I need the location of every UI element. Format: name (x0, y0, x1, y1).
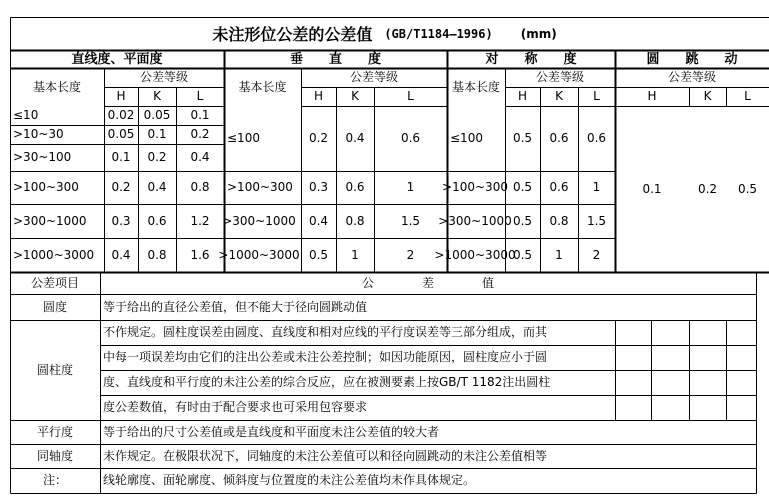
straightness-value: 0.8 (190, 180, 210, 194)
group-header-runout: 圆 跳 动 (646, 52, 738, 67)
straightness-value: 0.2 (111, 180, 131, 194)
perpendicularity-value: 2 (406, 247, 415, 262)
perpendicularity-value: 0.6 (345, 180, 365, 194)
runout-value-k: 0.2 (697, 181, 718, 196)
lower-item-coaxiality: 同轴度 (36, 448, 73, 463)
symmetry-value: 0.6 (586, 131, 607, 145)
symmetry-value: 2 (592, 247, 601, 262)
straightness-length: >1000~3000 (13, 247, 95, 262)
perpendicularity-length: >100~300 (227, 180, 293, 194)
runout-value-h: 0.1 (642, 181, 662, 196)
grade-k-4: K (703, 89, 712, 103)
grade-l-4: L (744, 89, 751, 103)
grade-label-1: 公差等级 (139, 70, 188, 84)
symmetry-value: 0.5 (512, 131, 533, 145)
grade-k-2: K (351, 89, 359, 103)
straightness-value: 0.3 (111, 213, 131, 228)
straightness-value: 0.1 (190, 108, 210, 122)
lower-header-value: 公 差 值 (361, 275, 494, 290)
symmetry-length: ≤100 (450, 131, 483, 145)
lower-text-note: 线轮廓度、面轮廓度、倾斜度与位置度的未注公差值均未作具体规定。 (103, 473, 476, 487)
grade-h-4: H (647, 89, 657, 103)
lower-item-note: 注： (42, 473, 67, 487)
perpendicularity-value: 1 (351, 247, 359, 262)
symmetry-value: 1 (555, 247, 563, 262)
lower-text-cylindricity-line: 度、直线度和平行度的未注公差的综合反应，应在被测要素上按GB/T 1182注出圆柱 (103, 375, 551, 389)
perpendicularity-value: 0.4 (345, 131, 365, 145)
straightness-value: 0.2 (147, 150, 167, 164)
straightness-value: 0.1 (147, 127, 167, 141)
symmetry-value: 0.8 (549, 213, 569, 228)
lower-text-cylindricity-line: 中每一项误差均由它们的注出公差或未注公差控制；如因功能原因，圆柱度应小于圆 (103, 350, 548, 364)
lower-item-cylindricity: 圆柱度 (36, 362, 73, 377)
lower-text-cylindricity-line: 度公差数值，有时由于配合要求也可采用包容要求 (103, 400, 368, 414)
symmetry-value: 0.6 (549, 131, 569, 145)
symmetry-value: 0.5 (512, 213, 533, 228)
perpendicularity-length: >1000~3000 (218, 247, 300, 262)
straightness-value: 0.4 (111, 247, 131, 262)
symmetry-value: 1 (592, 180, 601, 194)
symmetry-value: 1.5 (586, 213, 607, 228)
straightness-length: >30~100 (13, 150, 72, 164)
straightness-value: 0.05 (143, 108, 171, 122)
grade-h-3: H (517, 89, 528, 103)
perpendicularity-value: 0.2 (308, 131, 329, 145)
grade-label-4: 公差等级 (667, 70, 716, 84)
lower-text-cylindricity-line: 不作规定。圆柱度误差由圆度、直线度和相对应线的平行度误差等三部分组成，而其 (103, 325, 548, 339)
group-header-symmetry: 对 称 度 (485, 52, 577, 67)
title-unit: (mm) (520, 26, 557, 41)
grade-l-3: L (593, 89, 600, 103)
straightness-value: 0.05 (107, 127, 135, 141)
symmetry-value: 0.6 (549, 180, 569, 194)
grade-k-3: K (555, 89, 563, 103)
perpendicularity-value: 1.5 (400, 213, 421, 228)
base-length-label-1: 基本长度 (32, 79, 81, 94)
title-standard: (GB/T1184—1996) (384, 26, 493, 41)
grade-label-2: 公差等级 (349, 70, 398, 84)
perpendicularity-value: 1 (406, 180, 415, 194)
grade-l-2: L (407, 89, 414, 103)
straightness-value: 1.6 (190, 247, 210, 262)
straightness-length: >100~300 (13, 180, 79, 194)
base-length-label-2: 基本长度 (238, 79, 287, 94)
straightness-length: >300~1000 (13, 213, 87, 228)
grade-l-1: L (196, 89, 204, 103)
lower-item-roundness: 圆度 (42, 299, 67, 314)
perpendicularity-value: 0.6 (400, 131, 421, 145)
straightness-value: 1.2 (190, 213, 210, 228)
grade-k-1: K (153, 89, 161, 103)
perpendicularity-value: 0.4 (308, 213, 329, 228)
perpendicularity-value: 0.3 (308, 180, 329, 194)
perpendicularity-length: ≤100 (227, 131, 260, 145)
grade-h-2: H (313, 89, 324, 103)
lower-text-coaxiality: 未作规定。在极限状况下，同轴度的未注公差值可以和径向圆跳动的未注公差值相等 (103, 448, 548, 463)
runout-value-l: 0.5 (737, 181, 758, 196)
grade-h-1: H (116, 89, 126, 103)
straightness-value: 0.8 (147, 247, 167, 262)
group-header-perpendicularity: 垂 直 度 (289, 52, 381, 67)
straightness-value: 0.1 (111, 150, 131, 164)
straightness-length: ≤10 (13, 108, 39, 122)
title-text: 未注形位公差的公差值 (212, 24, 373, 44)
perpendicularity-value: 0.8 (345, 213, 365, 228)
lower-item-parallelism: 平行度 (36, 424, 73, 439)
lower-text-parallelism: 等于给出的尺寸公差值或是直线度和平面度未注公差值的较大者 (103, 424, 440, 439)
straightness-value: 0.6 (147, 213, 167, 228)
straightness-value: 0.4 (190, 150, 210, 164)
group-header-straightness: 直线度、平面度 (71, 52, 163, 67)
straightness-value: 0.2 (190, 127, 210, 141)
symmetry-length: >100~300 (442, 180, 508, 194)
straightness-length: >10~30 (13, 127, 64, 141)
lower-text-roundness: 等于给出的直径公差值，但不能大于径向圆跳动值 (103, 299, 368, 314)
lower-header-item: 公差项目 (30, 275, 79, 290)
symmetry-length: >1000~3000 (434, 247, 516, 262)
grade-label-3: 公差等级 (535, 70, 584, 84)
straightness-value: 0.02 (107, 108, 135, 122)
perpendicularity-length: >300~1000 (222, 213, 296, 228)
symmetry-length: >300~1000 (438, 213, 512, 228)
perpendicularity-value: 0.5 (308, 247, 329, 262)
symmetry-value: 0.5 (512, 247, 533, 262)
symmetry-value: 0.5 (512, 180, 533, 194)
table-title (0, 18, 769, 50)
base-length-label-3: 基本长度 (451, 79, 500, 94)
straightness-value: 0.4 (147, 180, 167, 194)
